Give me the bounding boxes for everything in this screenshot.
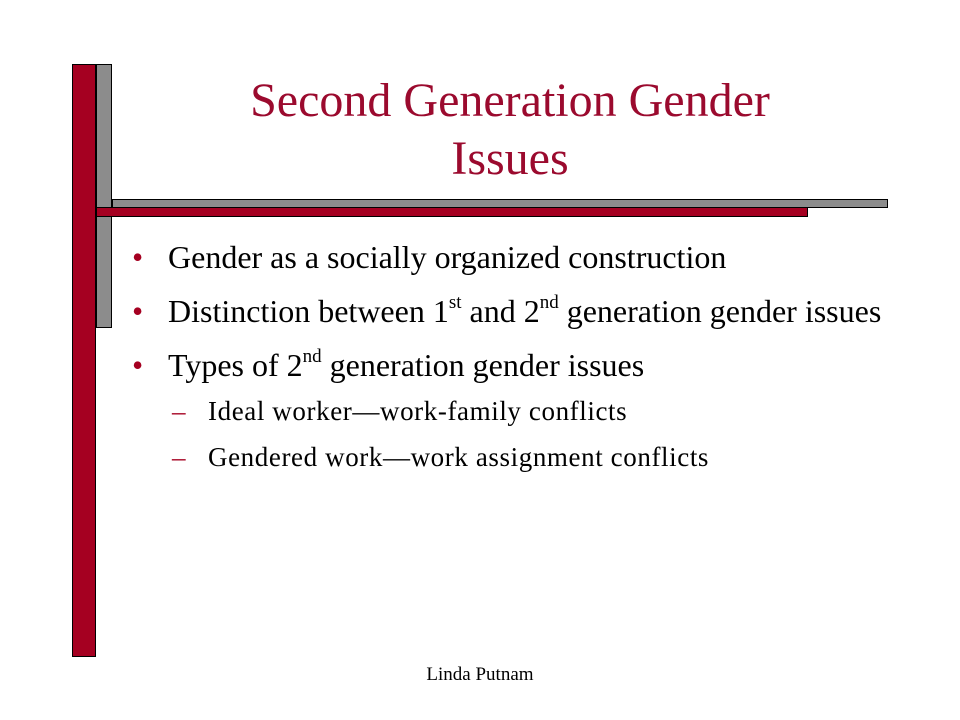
sub-bullet-text: Gendered work—work assignment conflicts xyxy=(208,442,710,472)
decorative-horizontal-red-bar xyxy=(96,207,808,217)
bullet-text-part: Types of 2 xyxy=(168,347,303,383)
bullet-item xyxy=(132,344,912,480)
superscript-text: nd xyxy=(302,346,322,368)
superscript-text: nd xyxy=(539,292,559,314)
sub-bullet-item xyxy=(168,434,912,480)
bullet-icon: • xyxy=(132,293,144,329)
bullet-text-part: generation gender issues xyxy=(321,347,645,383)
slide-title-line-1: Second Generation Gender xyxy=(250,74,770,127)
bullet-list xyxy=(132,236,912,492)
bullet-text-part: and 2 xyxy=(461,293,540,329)
slide-title xyxy=(150,72,870,188)
dash-bullet-icon: – xyxy=(172,396,187,426)
dash-bullet-icon: – xyxy=(172,442,187,472)
slide-footer-author: Linda Putnam xyxy=(426,664,534,685)
decorative-vertical-gray-bar xyxy=(96,64,112,328)
sub-bullet-text: Ideal worker—work-family conflicts xyxy=(208,396,628,426)
bullet-icon: • xyxy=(132,239,144,275)
bullet-text-part: generation gender issues xyxy=(558,293,882,329)
superscript-text: st xyxy=(448,292,462,314)
bullet-text: Gender as a socially organized construction xyxy=(168,239,727,275)
bullet-icon: • xyxy=(132,347,144,383)
slide-title-line-2: Issues xyxy=(451,132,569,185)
bullet-item xyxy=(132,236,912,278)
sub-bullet-item xyxy=(168,388,912,434)
bullet-item xyxy=(132,290,912,332)
sub-bullet-list xyxy=(168,388,912,480)
decorative-vertical-red-bar xyxy=(72,64,96,657)
bullet-text-part: Distinction between 1 xyxy=(168,293,449,329)
